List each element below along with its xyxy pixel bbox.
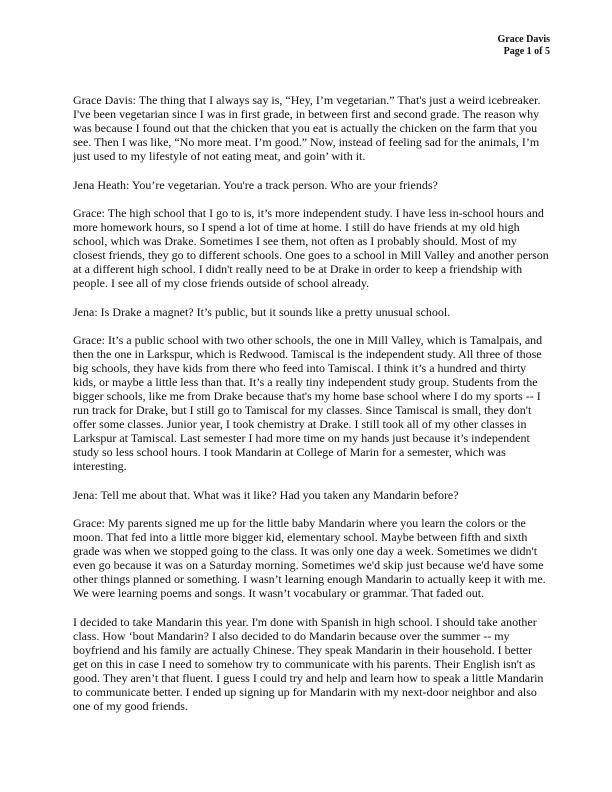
header-page-number: Page 1 of 5 <box>503 46 550 57</box>
transcript-paragraph: Grace: It’s a public school with two other schools, the one in Mill Valley, which is Tamalpais, and then the one in Larkspur, which is Redwood. Tamiscal is the independent study. All three of those big schools, they have kids from there who feed into Tamiscal. I think it’s a hundred and thirty kids, or maybe a little less than that. It’s a really tiny independent study group. Students from the bigger schools, like me from Drake because that's my home base school where I do my sports -- I run track for Drake, but I still go to Tamiscal for my classes. Since Tamiscal is small, they don't offer some classes. Junior year, I took chemistry at Drake. I still took all of my other classes in Larkspur at Tamiscal. Last semester I had more time on my hands just because it’s independent study so less school hours. I took Mandarin at College of Marin for a semester, which was interesting. <box>73 333 543 473</box>
transcript-paragraph: Grace: The high school that I go to is, it’s more independent study. I have less in-school hours and more homework hours, so I spend a lot of time at home. I still do have friends at my old high school, which was Drake. Sometimes I see them, not often as I probably should. Most of my closest friends, they go to different schools. One goes to a school in Mill Valley and another person at a different high school. I didn't really need to be at Drake in order to keep a friendship with people. I see all of my close friends outside of school already. <box>73 206 549 290</box>
transcript-paragraph: I decided to take Mandarin this year. I'm done with Spanish in high school. I should take another class. How ‘bout Mandarin? I also decided to do Mandarin because over the summer -- my boyfriend and his family are actually Chinese. They speak Mandarin in their household. I better get on this in case I need to somehow try to communicate with his parents. Their English isn't as good. They aren’t that fluent. I guess I could try and help and learn how to speak a little Mandarin to communicate better. I ended up signing up for Mandarin with my next-door neighbor and also one of my good friends. <box>73 614 544 713</box>
header-name: Grace Davis <box>497 34 550 45</box>
transcript-paragraph: Jena Heath: You’re vegetarian. You're a track person. Who are your friends? <box>73 177 438 192</box>
page-header <box>498 34 551 58</box>
transcript-paragraph: Jena: Tell me about that. What was it like? Had you taken any Mandarin before? <box>73 487 459 502</box>
transcript-body <box>73 93 549 727</box>
transcript-paragraph: Grace: My parents signed me up for the little baby Mandarin where you learn the colors or the moon. That fed into a little more bigger kid, elementary school. Maybe between fifth and sixth grade was when we stopped going to the class. It was only one day a week. Sometimes we didn't even go because it was on a Saturday morning. Sometimes we'd skip just because we'd have some other things planned or something. I wasn’t learning enough Mandarin to actually keep it with me. We were learning poems and songs. It wasn’t vocabulary or grammar. That faded out. <box>73 516 546 600</box>
transcript-paragraph: Grace Davis: The thing that I always say is, “Hey, I’m vegetarian.” That's just a weird icebreaker. I've been vegetarian since I was in first grade, in between first and second grade. The reason why was because I found out that the chicken that you eat is actually the chicken on the farm that you see. Then I was like, “No more meat. I’m good.” Now, instead of feeling sad for the animals, I’m just used to my lifestyle of not eating meat, and goin’ with it. <box>73 93 541 163</box>
transcript-paragraph: Jena: Is Drake a magnet? It’s public, but it sounds like a pretty unusual school. <box>73 304 451 319</box>
